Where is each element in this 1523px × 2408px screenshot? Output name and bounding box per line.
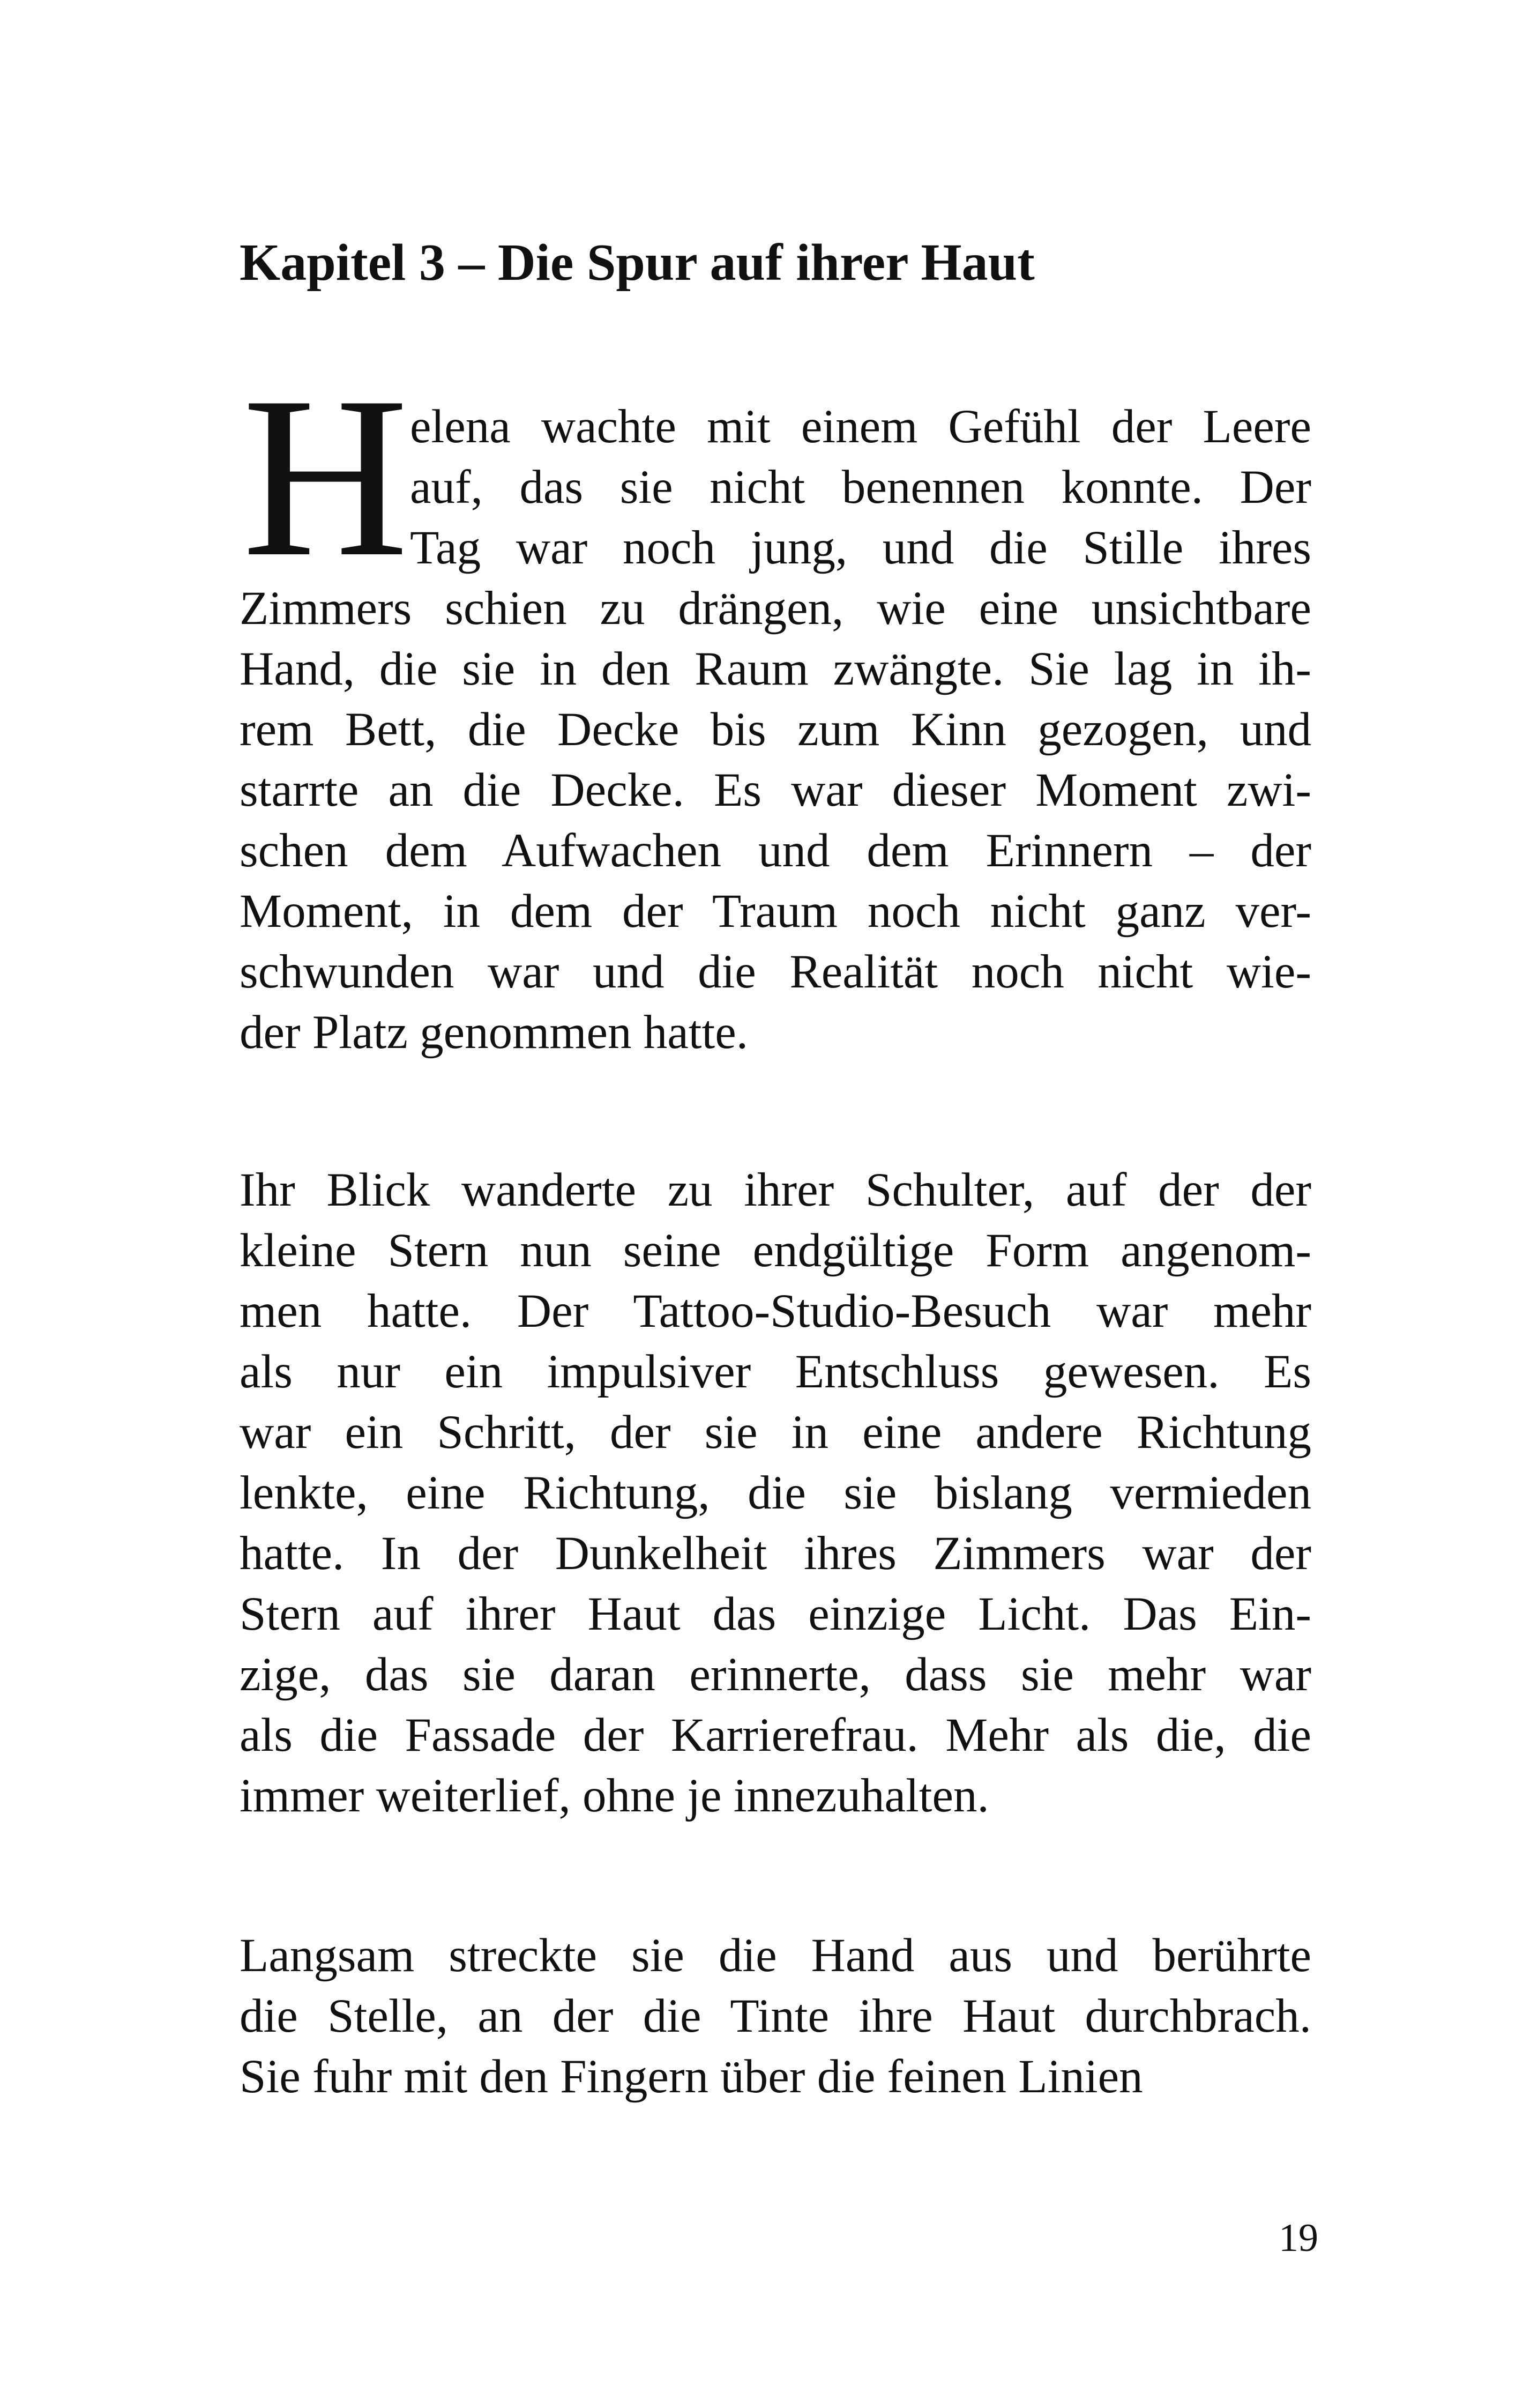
text-line: Langsam streckte sie die Hand aus und berührte	[240, 1929, 1311, 1982]
text-line: Moment, in dem der Traum noch nicht ganz ver-	[240, 885, 1311, 938]
text-line: als nur ein impulsiver Entschluss gewesen. Es	[240, 1346, 1311, 1398]
paragraph-2	[240, 1160, 1311, 1826]
text-line: Ihr Blick wanderte zu ihrer Schulter, auf der der	[240, 1164, 1311, 1216]
text-line: der Platz genommen hatte.	[240, 1006, 749, 1059]
text-line: starrte an die Decke. Es war dieser Moment zwi-	[240, 764, 1311, 816]
paragraph-3	[240, 1926, 1311, 2107]
text-line: auf, das sie nicht benennen konnte. Der	[410, 461, 1311, 514]
text-line: zige, das sie daran erinnerte, dass sie mehr war	[240, 1648, 1311, 1701]
text-line: schwunden war und die Realität noch nicht wie-	[240, 946, 1311, 998]
text-line: rem Bett, die Decke bis zum Kinn gezogen, und	[240, 703, 1311, 756]
text-line: Hand, die sie in den Raum zwängte. Sie lag in ih-	[240, 643, 1311, 695]
text-line: hatte. In der Dunkelheit ihres Zimmers war der	[240, 1527, 1311, 1580]
text-line: immer weiterlief, ohne je innezuhalten.	[240, 1770, 989, 1822]
text-line: schen dem Aufwachen und dem Erinnern – der	[240, 824, 1311, 877]
text-line: men hatte. Der Tattoo-Studio-Besuch war mehr	[240, 1285, 1311, 1337]
text-line: Sie fuhr mit den Fingern über die feinen Linien	[240, 2050, 1143, 2103]
chapter-title: Kapitel 3 – Die Spur auf ihrer Haut	[240, 234, 1035, 292]
paragraph-1	[240, 397, 1311, 1063]
text-line: Zimmers schien zu drängen, wie eine unsichtbare	[240, 582, 1311, 635]
text-line: lenkte, eine Richtung, die sie bislang vermieden	[240, 1467, 1311, 1519]
text-line: elena wachte mit einem Gefühl der Leere	[410, 400, 1311, 453]
drop-cap-letter: H	[242, 350, 409, 605]
text-line: Stern auf ihrer Haut das einzige Licht. Das Ein-	[240, 1588, 1311, 1640]
text-line: Tag war noch jung, und die Stille ihres	[410, 522, 1311, 574]
page-number: 19	[1279, 2216, 1318, 2260]
text-line: als die Fassade der Karrierefrau. Mehr als die, die	[240, 1709, 1311, 1762]
text-line: kleine Stern nun seine endgültige Form angenom-	[240, 1224, 1311, 1277]
text-line: war ein Schritt, der sie in eine andere Richtung	[240, 1406, 1311, 1459]
text-line: die Stelle, an der die Tinte ihre Haut durchbrach.	[240, 1990, 1311, 2042]
